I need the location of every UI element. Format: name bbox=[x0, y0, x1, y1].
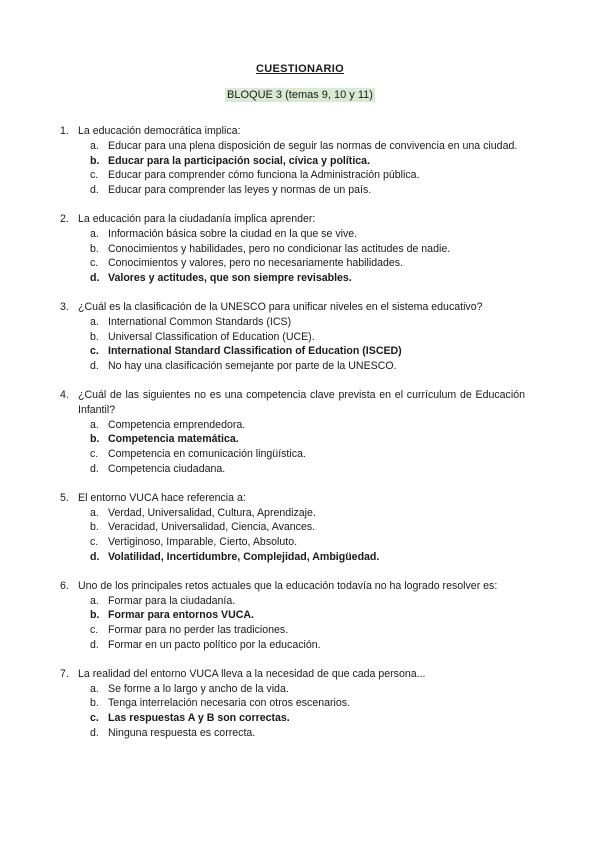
option-text: Formar para no perder las tradiciones. bbox=[108, 624, 289, 637]
question-item bbox=[0, 124, 600, 198]
page-title: CUESTIONARIO bbox=[256, 63, 344, 75]
question-text: El entorno VUCA hace referencia a: bbox=[78, 491, 246, 504]
answer-option bbox=[0, 506, 600, 521]
answer-option bbox=[0, 462, 600, 477]
question-item bbox=[0, 300, 600, 374]
option-text: Información básica sobre la ciudad en la que se vive. bbox=[108, 227, 358, 240]
subtitle-wrapper bbox=[0, 88, 600, 102]
option-letter: c. bbox=[90, 536, 99, 549]
block-subtitle: BLOQUE 3 (temas 9, 10 y 11) bbox=[227, 89, 373, 101]
option-letter: a. bbox=[90, 506, 99, 519]
option-text: No hay una clasificación semejante por parte de la UNESCO. bbox=[108, 360, 397, 373]
question-number: 4. bbox=[60, 388, 69, 401]
answer-option bbox=[0, 359, 600, 374]
question-text: Uno de los principales retos actuales que la educación todavía no ha logrado resolver es: bbox=[78, 579, 498, 592]
option-text: Veracidad, Universalidad, Ciencia, Avances. bbox=[108, 521, 316, 534]
option-text: Competencia ciudadana. bbox=[108, 462, 226, 475]
option-text: International Common Standards (ICS) bbox=[108, 315, 292, 328]
option-letter: a. bbox=[90, 315, 99, 328]
option-letter: c. bbox=[90, 712, 99, 725]
question-line bbox=[0, 491, 600, 506]
answer-option bbox=[0, 594, 600, 609]
answer-option bbox=[0, 682, 600, 697]
option-text: Competencia emprendedora. bbox=[108, 418, 246, 431]
option-letter: b. bbox=[90, 154, 100, 167]
answer-option-correct bbox=[0, 154, 600, 169]
answer-option-correct bbox=[0, 550, 600, 565]
question-item bbox=[0, 388, 600, 477]
option-letter: b. bbox=[90, 609, 100, 622]
answer-option bbox=[0, 696, 600, 711]
option-text: Educar para comprender cómo funciona la Administración pública. bbox=[108, 169, 420, 182]
option-letter: c. bbox=[90, 257, 99, 270]
question-item bbox=[0, 667, 600, 741]
option-letter: d. bbox=[90, 360, 99, 373]
option-text: Verdad, Universalidad, Cultura, Aprendizaje. bbox=[108, 506, 316, 519]
question-line bbox=[0, 300, 600, 315]
option-text: Conocimientos y habilidades, pero no condicionar las actitudes de nadie. bbox=[108, 242, 451, 255]
answer-option-correct bbox=[0, 432, 600, 447]
option-letter: d. bbox=[90, 638, 99, 651]
option-letter: b. bbox=[90, 242, 99, 255]
option-letter: a. bbox=[90, 227, 99, 240]
answer-option bbox=[0, 623, 600, 638]
question-text: ¿Cuál es la clasificación de la UNESCO para unificar niveles en el sistema educativo? bbox=[78, 300, 483, 313]
answer-option bbox=[0, 418, 600, 433]
option-text: Vertiginoso, Imparable, Cierto, Absoluto. bbox=[108, 536, 298, 549]
question-line bbox=[0, 667, 600, 682]
option-text: Valores y actitudes, que son siempre revisables. bbox=[108, 272, 352, 285]
option-text: Educar para la participación social, cívica y política. bbox=[108, 154, 371, 167]
option-text: Conocimientos y valores, pero no necesariamente habilidades. bbox=[108, 257, 404, 270]
answer-option-correct bbox=[0, 344, 600, 359]
option-letter: c. bbox=[90, 169, 99, 182]
option-text: Se forme a lo largo y ancho de la vida. bbox=[108, 682, 289, 695]
option-letter: b. bbox=[90, 697, 99, 710]
option-letter: a. bbox=[90, 418, 99, 431]
answer-option bbox=[0, 726, 600, 741]
question-number: 3. bbox=[60, 300, 69, 313]
option-letter: d. bbox=[90, 726, 99, 739]
question-number: 6. bbox=[60, 579, 69, 592]
question-number: 2. bbox=[60, 212, 69, 225]
question-line bbox=[0, 124, 600, 139]
option-letter: b. bbox=[90, 521, 99, 534]
answer-option bbox=[0, 330, 600, 345]
answer-option bbox=[0, 535, 600, 550]
answer-option bbox=[0, 447, 600, 462]
answer-option bbox=[0, 227, 600, 242]
question-text: La educación para la ciudadanía implica aprender: bbox=[78, 212, 316, 225]
option-text: Formar para la ciudadanía. bbox=[108, 594, 236, 607]
option-text: Competencia en comunicación lingüística. bbox=[108, 448, 306, 461]
option-letter: d. bbox=[90, 462, 99, 475]
answer-option-correct bbox=[0, 608, 600, 623]
option-text: Educar para comprender las leyes y normas de un país. bbox=[108, 184, 372, 197]
option-text: Formar para entornos VUCA. bbox=[108, 609, 254, 622]
question-item bbox=[0, 491, 600, 565]
option-letter: d. bbox=[90, 184, 99, 197]
option-letter: c. bbox=[90, 624, 99, 637]
question-item bbox=[0, 579, 600, 653]
answer-option bbox=[0, 168, 600, 183]
option-letter: a. bbox=[90, 139, 99, 152]
option-text: Tenga interrelación necesaria con otros escenarios. bbox=[108, 697, 351, 710]
option-text: Universal Classification of Education (UCE). bbox=[108, 330, 315, 343]
answer-option bbox=[0, 638, 600, 653]
question-line bbox=[0, 212, 600, 227]
option-text: Las respuestas A y B son correctas. bbox=[108, 712, 290, 725]
answer-option bbox=[0, 183, 600, 198]
option-text: Volatilidad, Incertidumbre, Complejidad, Ambigüedad. bbox=[108, 550, 380, 563]
answer-option bbox=[0, 315, 600, 330]
answer-option-correct bbox=[0, 711, 600, 726]
question-item bbox=[0, 212, 600, 286]
answer-option bbox=[0, 256, 600, 271]
option-text: International Standard Classification of Education (ISCED) bbox=[108, 345, 402, 358]
question-number: 1. bbox=[60, 125, 69, 137]
answer-option bbox=[0, 520, 600, 535]
option-letter: c. bbox=[90, 448, 99, 461]
option-text: Ninguna respuesta es correcta. bbox=[108, 726, 256, 739]
question-line bbox=[0, 388, 600, 418]
option-letter: a. bbox=[90, 682, 99, 695]
option-text: Competencia matemática. bbox=[108, 433, 239, 446]
question-text: ¿Cuál de las siguientes no es una competencia clave prevista en el currículum de Educación Infantil? bbox=[78, 388, 525, 416]
question-list bbox=[0, 124, 600, 755]
question-number: 5. bbox=[60, 491, 69, 504]
option-text: Educar para una plena disposición de seguir las normas de convivencia en una ciudad. bbox=[108, 139, 518, 152]
answer-option-correct bbox=[0, 271, 600, 286]
option-letter: c. bbox=[90, 345, 99, 358]
question-number: 7. bbox=[60, 667, 69, 680]
option-letter: a. bbox=[90, 594, 99, 607]
question-line bbox=[0, 579, 600, 594]
option-letter: b. bbox=[90, 433, 100, 446]
option-letter: d. bbox=[90, 272, 100, 285]
option-letter: b. bbox=[90, 330, 99, 343]
question-text: La educación democrática implica: bbox=[78, 125, 241, 137]
question-text: La realidad del entorno VUCA lleva a la necesidad de que cada persona... bbox=[78, 667, 426, 680]
answer-option bbox=[0, 139, 600, 154]
option-letter: d. bbox=[90, 550, 100, 563]
option-text: Formar en un pacto político por la educación. bbox=[108, 638, 321, 651]
answer-option bbox=[0, 242, 600, 257]
